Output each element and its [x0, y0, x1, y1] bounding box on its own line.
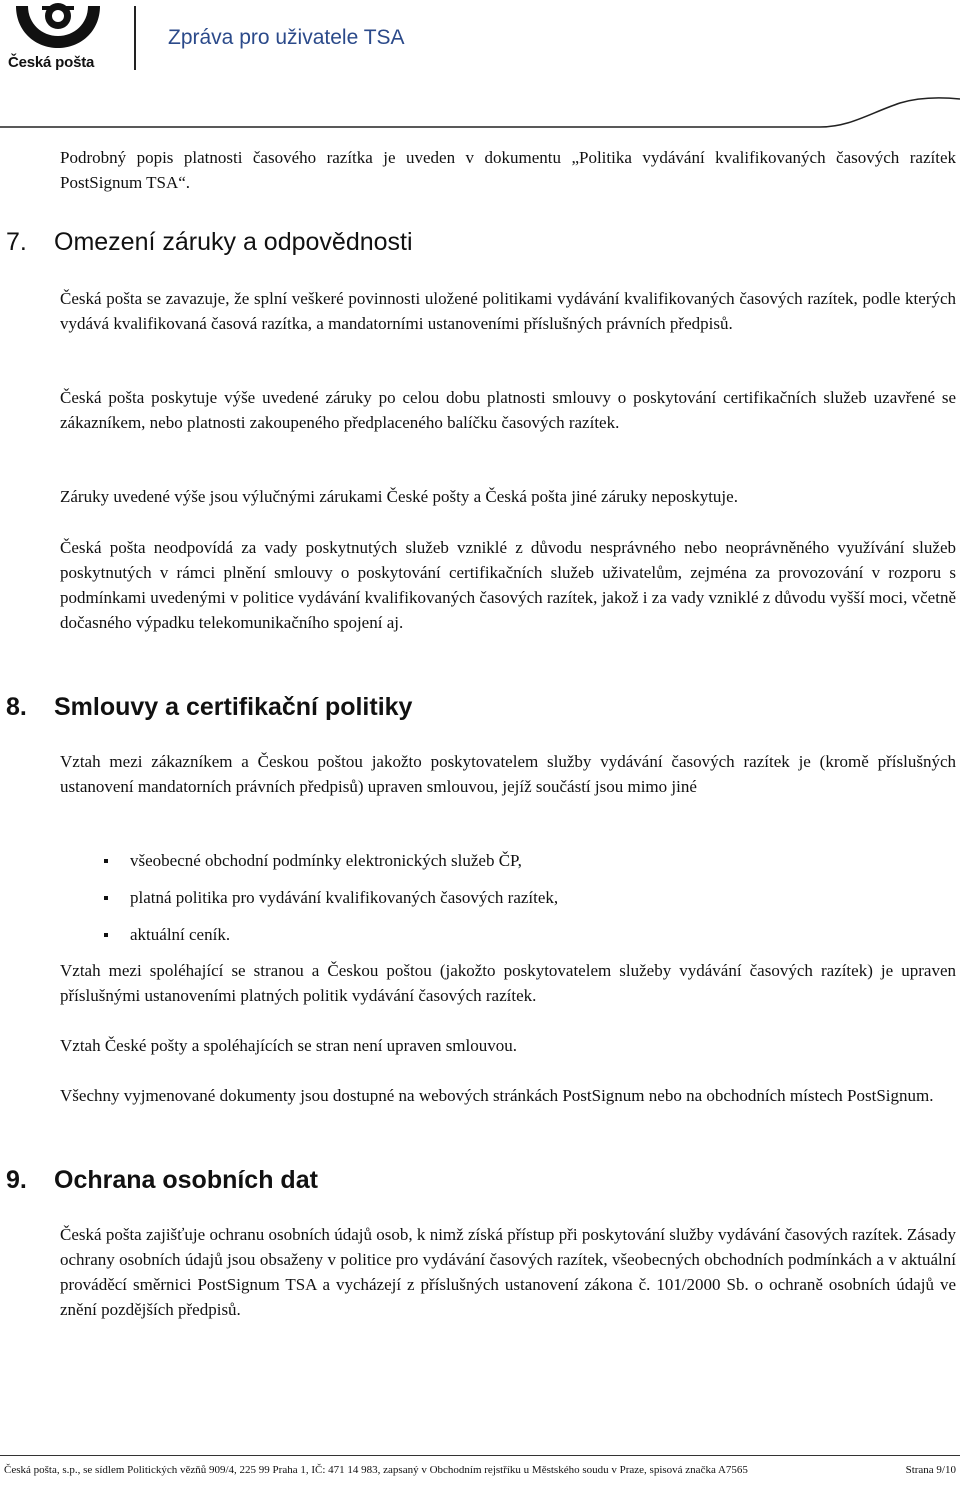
- section-7-paragraph-3: [60, 484, 956, 509]
- footer-page-number: Strana 9/10: [905, 1464, 956, 1476]
- list-item-text: aktuální ceník.: [130, 925, 231, 944]
- bullet-square-icon: [104, 859, 108, 863]
- section-7-paragraph-1: [60, 286, 956, 336]
- section-8-number: 8.: [6, 693, 27, 721]
- paragraph: Všechny vyjmenované dokumenty jsou dostupné na webových stránkách PostSignum nebo na obchodních místech PostSignum.: [60, 1086, 934, 1105]
- list-item: [60, 922, 940, 959]
- logo-text: Česká pošta: [8, 54, 95, 71]
- paragraph: Vztah České pošty a spoléhajících se stran není upraven smlouvou.: [60, 1036, 517, 1055]
- section-8-paragraph-2: [60, 1033, 956, 1058]
- list-item: [60, 885, 940, 922]
- section-9-heading: [6, 1166, 318, 1195]
- section-9-number: 9.: [6, 1166, 27, 1194]
- bullet-square-icon: [104, 896, 108, 900]
- header-rule: [0, 0, 960, 130]
- section-8-heading: [6, 693, 412, 722]
- intro-block: [60, 145, 956, 195]
- list-item-text: všeobecné obchodní podmínky elektronických služeb ČP,: [130, 851, 522, 870]
- section-8-lead: [60, 749, 956, 799]
- section-8-title: Smlouvy a certifikační politiky: [54, 693, 413, 721]
- section-8-paragraph-3: [60, 1083, 956, 1108]
- bullet-square-icon: [104, 933, 108, 937]
- section-7-title: Omezení záruky a odpovědnosti: [54, 228, 413, 256]
- section-7-number: 7.: [6, 228, 27, 256]
- section-8-paragraph-1: [60, 958, 956, 1008]
- intro-paragraph: Podrobný popis platnosti časového razítka je uveden v dokumentu „Politika vydávání kvalifikovaných časových razítek PostSignum TSA“.: [60, 148, 956, 192]
- footer-rule: [0, 1455, 960, 1456]
- section-7-heading: [6, 228, 413, 257]
- section-9-paragraph-1: [60, 1222, 956, 1322]
- paragraph: Záruky uvedené výše jsou výlučnými zárukami České pošty a Česká pošta jiné záruky neposkytuje.: [60, 487, 738, 506]
- list-item: [60, 848, 940, 885]
- section-9-title: Ochrana osobních dat: [54, 1166, 318, 1194]
- section-7-paragraph-4: [60, 535, 956, 635]
- paragraph: Vztah mezi zákazníkem a Českou poštou jakožto poskytovatelem služby vydávání časových razítek je (kromě příslušných ustanovení mandatorních právních předpisů) upraven smlouvou, jejíž součástí jsou mimo jiné: [60, 752, 956, 796]
- paragraph: Česká pošta se zavazuje, že splní veškeré povinnosti uložené politikami vydávání kvalifikovaných časových razítek, podle kterých vydává kvalifikovaná časová razítka, a mandatorními ustanoveními příslušných právních předpisů.: [60, 289, 956, 333]
- paragraph: Vztah mezi spoléhající se stranou a Českou poštou (jakožto poskytovatelem služeby vydávání časových razítek) je upraven příslušnými ustanoveními platných politik vydávání časových razítek.: [60, 961, 956, 1005]
- paragraph: Česká pošta poskytuje výše uvedené záruky po celou dobu platnosti smlouvy o poskytování certifikačních služeb uzavřené se zákazníkem, nebo platnosti zakoupeného předplaceného balíčku časových razítek.: [60, 388, 956, 432]
- section-8-bullet-list: [60, 848, 940, 959]
- paragraph: Česká pošta neodpovídá za vady poskytnutých služeb vzniklé z důvodu nesprávného nebo neoprávněného využívání služeb poskytnutých v rámci plnění smlouvy o poskytování certifikačních služeb uživatelům, zejména za provozování v rozporu s podmínkami uvedenými v politice vydávání kvalifikovaných časových razítek, jakož i za vady vzniklé z důvodu vyšší moci, včetně dočasného výpadku telekomunikačního spojení aj.: [60, 538, 956, 632]
- page-header: [0, 0, 960, 130]
- list-item-text: platná politika pro vydávání kvalifikovaných časových razítek,: [130, 888, 559, 907]
- document-title: Zpráva pro uživatele TSA: [168, 26, 405, 49]
- footer-company-info: Česká pošta, s.p., se sídlem Politických vězňů 909/4, 225 99 Praha 1, IČ: 471 14 983, zapsaný v Obchodním rejstříku u Městského soudu v Praze, spisová značka A7565: [4, 1464, 748, 1476]
- section-7-paragraph-2: [60, 385, 956, 435]
- paragraph: Česká pošta zajišťuje ochranu osobních údajů osob, k nimž získá přístup při poskytování služby vydávání časových razítek. Zásady ochrany osobních údajů jsou obsaženy v politice pro vydávání časových razítek, všeobecných obchodních podmínkách a v aktuální prováděcí směrnici PostSignum TSA a vycházejí z příslušných ustanovení zákona č. 101/2000 Sb. o ochraně osobních údajů ve znění pozdějších předpisů.: [60, 1225, 956, 1319]
